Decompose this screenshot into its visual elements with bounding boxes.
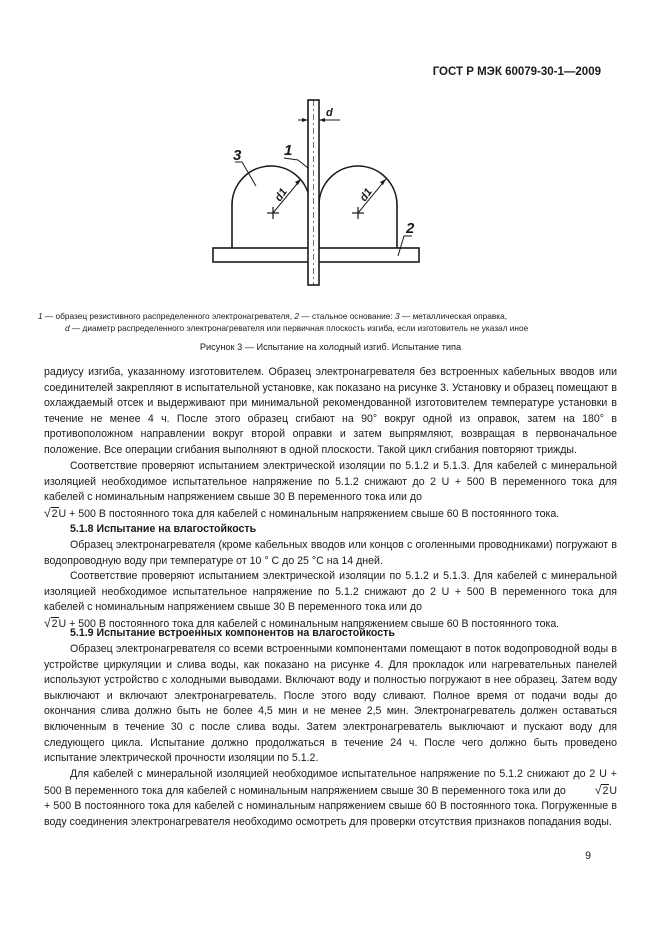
legend-num-1: 1 (38, 311, 43, 321)
paragraph-conformity-2-text: Соответствие проверяют испытанием электрической изоляции по 5.1.2 и 5.1.3. Для кабелей с минеральной изоляцией необходимое испытательное напряжение по 5.1.2 снижают до 2 U + 500 В переменного тока для кабелей с номинальным напряжением свыше 30 В переменного тока или до (44, 570, 617, 614)
label-2: 2 (406, 220, 415, 237)
figure-caption: Рисунок 3 — Испытание на холодный изгиб. Испытание типа (199, 342, 462, 352)
paragraph-integrated-components: Образец электронагревателя со всеми встроенными компонентами помещают в поток водопроводной воды в устройстве циркуляции и слива воды, как показано на рисунке 4. Для прокладок или нагревательных панелей используют устройство с холодными выводами. Включают воду и полностью погружают в нее образец. Затем воду выключают и включают электронагреватель. После этого воду сливают. Полное время от подачи воды до окончания слива должно быть не более 4,5 мин и не менее 2,5 мин. Электронагреватель должен оставаться включенным в течение 30 с после слива воды. Затем электронагреватель выключают и пускают воду для следующего цикла. Испытание должно продолжаться в течение 24 ч. После чего должно быть проведено испытание электрической прочности изоляции по 5.1.2. (44, 643, 617, 765)
section-heading-5-1-8: 5.1.8 Испытание на влагостойкость (70, 523, 257, 535)
legend-num-3: 3 (395, 311, 400, 321)
sqrt-symbol: √2 (594, 782, 609, 797)
label-d: d (326, 107, 333, 119)
paragraph-conformity-1-tail: U + 500 В постоянного тока для кабелей с номинальным напряжением свыше 60 В постоянного тока. (58, 507, 560, 520)
paragraph-immersion: Образец электронагревателя (кроме кабельных вводов или концов с оголенными проводниками) погружают в водопроводную воду при температуре от 10 ° С до 25 °С на 14 дней. (44, 539, 617, 567)
legend-text-2: — стальное основание: (299, 311, 396, 321)
document-header: ГОСТ Р МЭК 60079-30-1—2009 (432, 66, 601, 78)
legend-num-2: 2 (294, 311, 300, 321)
sqrt-symbol: √2 (44, 615, 58, 630)
legend-text-1: — образец резистивного распределенного электронагревателя, (42, 311, 295, 321)
sqrt-symbol: √2 (44, 505, 58, 520)
paragraph-conformity-1 (44, 459, 617, 522)
label-d1-right: d1 (357, 186, 375, 204)
left-mandrel (232, 166, 310, 248)
section-heading-5-1-9: 5.1.9 Испытание встроенных компонентов на влагостойкость (70, 627, 395, 639)
legend-num-d: d (65, 323, 70, 333)
paragraph-mineral-insulation-text: Для кабелей с минеральной изоляцией необходимое испытательное напряжение по 5.1.2 снижают до 2 U + 500 В переменного тока для кабелей с номинальным напряжением свыше 30 В переменного тока или до (44, 768, 617, 797)
paragraph-mineral-insulation-tail: U + 500 В постоянного тока для кабелей с номинальным напряжением свыше 60 В постоянного тока. Погруженные в воду соединения электронагревателя необходимо осмотреть для проверки отсутствия признаков попадания воды. (44, 784, 617, 828)
label-d1-left: d1 (272, 186, 290, 204)
legend-text-d: — диаметр распределенного электронагревателя или первичная плоскость изгиба, если изготовитель не указал иное (69, 323, 529, 333)
label-1: 1 (284, 142, 293, 159)
cold-bend-test-figure (180, 90, 440, 295)
paragraph-bend-procedure: радиусу изгиба, указанному изготовителем. Образец электронагревателя без встроенных кабельных вводов или соединителей закрепляют в испытательной установке, как показано на рисунке 3. Установку и образец помещают в охлаждаемый отсек и выдерживают при минимальной рекомендованной изготовителем температуре установки в течение не менее 4 ч. После этого образец сгибают на 90° вокруг одной из оправок, затем на 180° в противоположном направлении вокруг второй оправки и затем выпрямляют, возвращая в первоначальное положение. Все операции сгибания выполняют в одной плоскости. Такой цикл сгибания повторяют трижды. (44, 366, 617, 456)
page-number: 9 (585, 850, 591, 862)
figure-legend (38, 310, 621, 334)
label-3: 3 (233, 147, 242, 164)
paragraph-mineral-insulation (44, 767, 617, 830)
paragraph-conformity-2-tail: U + 500 В постоянного тока для кабелей с номинальным напряжением свыше 60 В постоянного тока. (58, 617, 560, 630)
paragraph-conformity-2 (44, 569, 617, 632)
legend-text-3: — металлическая оправка, (399, 311, 508, 321)
paragraph-conformity-1-text: Соответствие проверяют испытанием электрической изоляции по 5.1.2 и 5.1.3. Для кабелей с минеральной изоляцией необходимое испытательное напряжение по 5.1.2 снижают до 2 U + 500 В переменного тока для кабелей с номинальным напряжением свыше 30 В переменного тока или до (44, 460, 617, 504)
